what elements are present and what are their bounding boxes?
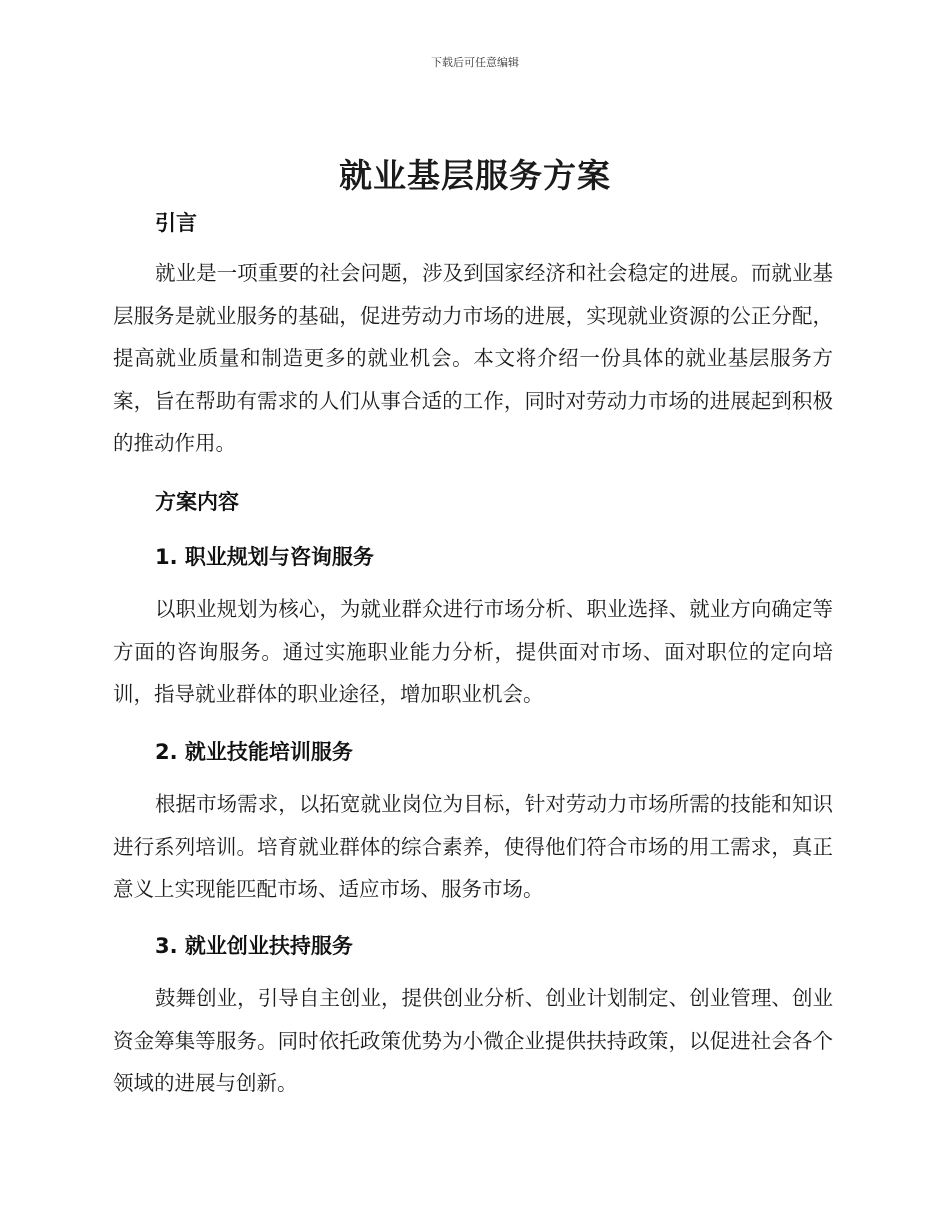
intro-heading: 引言 (155, 211, 197, 235)
item3-paragraph: 鼓舞创业，引导自主创业，提供创业分析、创业计划制定、创业管理、创业资金筹集等服务。同时依托政策优势为小微企业提供扶持政策，以促进社会各个领域的进展与创新。 (113, 986, 833, 1095)
item2-heading: 2. 就业技能培训服务 (155, 740, 353, 764)
item3-heading: 3. 就业创业扶持服务 (155, 934, 353, 958)
item1-heading: 1. 职业规划与咨询服务 (155, 545, 374, 569)
document-title: 就业基层服务方案 (339, 156, 611, 195)
item2-paragraph: 根据市场需求，以拓宽就业岗位为目标，针对劳动力市场所需的技能和知识进行系列培训。培育就业群体的综合素养，使得他们符合市场的用工需求，真正意义上实现能匹配市场、适应市场、服务市场。 (113, 792, 833, 901)
intro-paragraph: 就业是一项重要的社会问题，涉及到国家经济和社会稳定的进展。而就业基层服务是就业服务的基础，促进劳动力市场的进展，实现就业资源的公正分配，提高就业质量和制造更多的就业机会。本文将介绍一份具体的就业基层服务方案，旨在帮助有需求的人们从事合适的工作，同时对劳动力市场的进展起到积极的推动作用。 (113, 261, 833, 455)
content-heading: 方案内容 (155, 490, 239, 514)
item1-paragraph: 以职业规划为核心，为就业群众进行市场分析、职业选择、就业方向确定等方面的咨询服务。通过实施职业能力分析，提供面对市场、面对职位的定向培训，指导就业群体的职业途径，增加职业机会。 (113, 597, 833, 706)
header-note: 下载后可任意编辑 (431, 56, 519, 69)
